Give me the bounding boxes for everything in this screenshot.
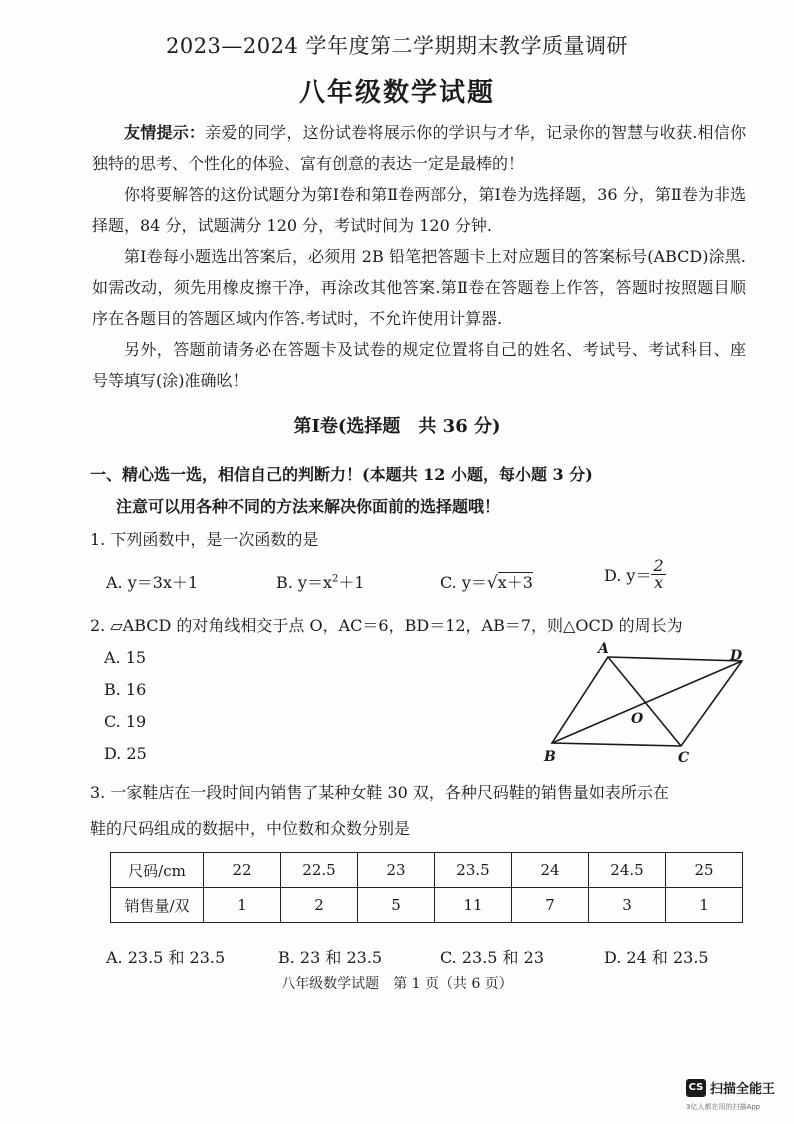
table-cell: 1 [204, 888, 281, 923]
q3-stem-line-2: 鞋的尺码组成的数据中，中位数和众数分别是 [90, 819, 411, 838]
label-b: B [544, 749, 556, 765]
table-cell: 23.5 [435, 853, 512, 888]
label-d: D [730, 648, 743, 664]
q1-c-radicand: x＋3 [497, 573, 533, 592]
q3-option-d: D. 24 和 23.5 [604, 948, 709, 967]
q1-option-a: A. y＝3x＋1 [106, 573, 199, 592]
notice-paragraph-2: 你将要解答的这份试题分为第Ⅰ卷和第Ⅱ卷两部分，第Ⅰ卷为选择题，36 分，第Ⅱ卷为非选择题，84 分，试题满分 120 分，考试时间为 120 分钟. [92, 185, 746, 235]
q1-d-numerator: 2 [653, 556, 664, 575]
label-o: O [631, 711, 644, 727]
q1-d-prefix: D. y＝ [604, 566, 652, 585]
scanner-logo-icon: CS [686, 1079, 706, 1097]
table-cell: 5 [358, 888, 435, 923]
page-footer: 八年级数学试题 第 1 页（共 6 页） [281, 976, 513, 992]
table-cell: 11 [435, 888, 512, 923]
table-row [111, 853, 743, 888]
notice-paragraph-3: 第Ⅰ卷每小题选出答案后，必须用 2B 铅笔把答题卡上对应题目的答案标号(ABCD)涂黑.如需改动，须先用橡皮擦干净，再涂改其他答案.第Ⅱ卷在答题卷上作答，答题时按照题目顺序在各题目的答题区域内作答.考试时，不允许使用计算器. [92, 247, 746, 328]
q2-option-b: B. 16 [104, 680, 147, 699]
q1-option-d [604, 558, 666, 591]
table-cell: 24.5 [589, 853, 666, 888]
part-one-heading: 一、精心选一选，相信自己的判断力！(本题共 12 小题，每小题 3 分) [90, 465, 593, 484]
q1-stem: 1. 下列函数中，是一次函数的是 [90, 530, 319, 549]
section-title: 第Ⅰ卷(选择题 共 36 分) [293, 416, 501, 437]
q1-option-c [440, 570, 533, 593]
scanner-app-name: 扫描全能王 [710, 1082, 776, 1097]
q1-b-exponent: 2 [332, 573, 339, 585]
q1-d-fraction [651, 558, 665, 591]
q1-b-base: B. y＝x [276, 573, 332, 592]
table-cell: 22 [204, 853, 281, 888]
parallelogram-figure [540, 640, 780, 770]
table-cell: 23 [358, 853, 435, 888]
q3-option-b: B. 23 和 23.5 [278, 948, 383, 967]
q1-option-b [276, 570, 365, 593]
table-row [111, 888, 743, 923]
table-header-size: 尺码/cm [111, 853, 204, 888]
notice-label: 友情提示： [124, 123, 206, 142]
table-cell: 24 [512, 853, 589, 888]
part-one-note: 注意可以用各种不同的方法来解决你面前的选择题哦！ [116, 497, 501, 516]
q3-stem-line-1: 3. 一家鞋店在一段时间内销售了某种女鞋 30 双，各种尺码鞋的销售量如表所示在 [90, 783, 669, 802]
diagonal-ac [608, 657, 681, 746]
q2-option-c: C. 19 [104, 712, 147, 731]
label-c: C [678, 750, 690, 766]
exam-title: 2023—2024 学年度第二学期期末教学质量调研 [165, 34, 629, 58]
notice-text-1: 亲爱的同学，这份试卷将展示你的学识与才华，记录你的智慧与收获.相信你独特的思考、个性化的体验、富有创意的表达一定是最棒的！ [92, 123, 746, 173]
q2-option-a: A. 15 [104, 648, 147, 667]
table-cell: 1 [666, 888, 743, 923]
subject-title: 八年级数学试题 [298, 78, 495, 108]
table-header-count: 销售量/双 [111, 888, 204, 923]
q3-option-c: C. 23.5 和 23 [440, 948, 545, 967]
q2-option-d: D. 25 [104, 744, 147, 763]
table-cell: 3 [589, 888, 666, 923]
sqrt-icon: √ [486, 573, 498, 593]
notice-paragraph-4: 另外，答题前请务必在答题卡及试卷的规定位置将自己的姓名、考试号、考试科目、座号等填写(涂)准确吆！ [92, 340, 746, 390]
table-cell: 2 [281, 888, 358, 923]
q2-stem: 2. ▱ABCD 的对角线相交于点 O，AC＝6，BD＝12，AB＝7，则△OCD 的周长为 [90, 616, 683, 635]
table-cell: 22.5 [281, 853, 358, 888]
q1-c-prefix: C. y＝ [440, 573, 487, 592]
notice-paragraph-1 [92, 117, 746, 179]
scanner-app-tagline: 3亿人都在用的扫描App [686, 1103, 761, 1111]
label-a: A [598, 641, 609, 657]
shoe-sales-table [110, 852, 743, 923]
q1-b-tail: ＋1 [338, 573, 365, 592]
table-cell: 7 [512, 888, 589, 923]
q3-option-a: A. 23.5 和 23.5 [106, 948, 226, 967]
q1-d-denominator: x [654, 573, 664, 592]
table-cell: 25 [666, 853, 743, 888]
